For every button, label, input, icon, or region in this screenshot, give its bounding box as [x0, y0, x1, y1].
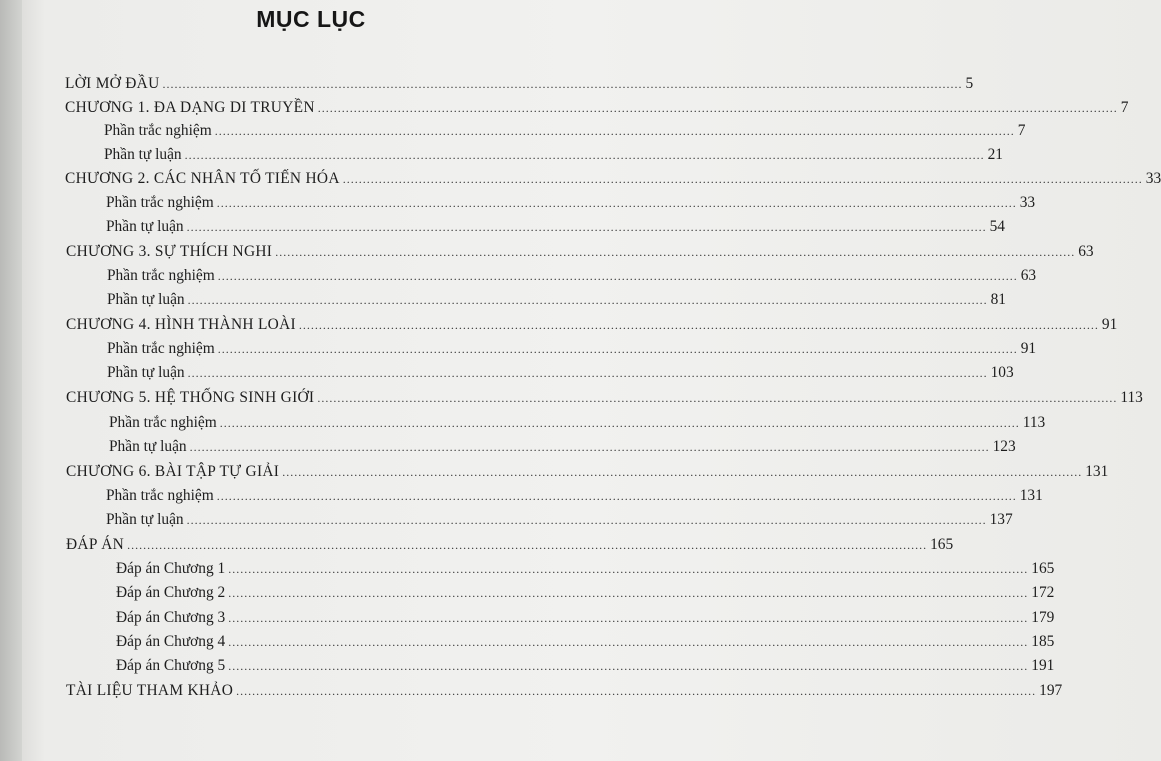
toc-entry-label: Đáp án Chương 5: [116, 657, 226, 674]
toc-entry-label: Phần tự luận: [106, 218, 184, 235]
toc-leader-dots: ........................................................................................................................................................................................................: [186, 513, 987, 527]
toc-entry-label: Phần tự luận: [106, 511, 184, 528]
toc-entry: [109, 414, 1046, 432]
toc-leader-dots: ........................................................................................................................................................................................................: [236, 684, 1037, 698]
toc-entry-label: Đáp án Chương 4: [116, 633, 226, 650]
toc-entry-label: Đáp án Chương 1: [116, 560, 226, 577]
toc-entry-page: 63: [1078, 243, 1094, 260]
toc-leader-dots: ........................................................................................................................................................................................................: [228, 659, 1029, 673]
toc-entry: [107, 291, 1006, 309]
toc-leader-dots: ........................................................................................................................................................................................................: [219, 416, 1020, 430]
toc-entry: [106, 194, 1036, 212]
toc-leader-dots: ........................................................................................................................................................................................................: [187, 293, 988, 307]
toc-entry-page: 103: [990, 364, 1014, 381]
toc-entry-page: 33: [1145, 170, 1161, 187]
toc-entry-label: Phần trắc nghiệm: [106, 487, 214, 504]
toc-entry-page: 197: [1039, 682, 1063, 699]
toc-entry-page: 137: [989, 511, 1013, 528]
toc-leader-dots: ........................................................................................................................................................................................................: [217, 342, 1018, 356]
toc-leader-dots: ........................................................................................................................................................................................................: [228, 586, 1029, 600]
toc-entry-page: 63: [1020, 267, 1037, 284]
toc-entry: [66, 243, 1094, 261]
toc-leader-dots: ........................................................................................................................................................................................................: [317, 391, 1118, 405]
toc-entry-label: CHƯƠNG 4. HÌNH THÀNH LOÀI: [66, 316, 296, 333]
toc-entry: [109, 438, 1016, 456]
toc-leader-dots: ........................................................................................................................................................................................................: [217, 269, 1018, 283]
toc-entry-label: Phần trắc nghiệm: [107, 340, 215, 357]
toc-entry-label: Phần tự luận: [107, 291, 185, 308]
toc-leader-dots: ........................................................................................................................................................................................................: [127, 538, 928, 552]
toc-entry-label: Đáp án Chương 3: [116, 609, 226, 626]
toc-entry-label: TÀI LIỆU THAM KHẢO: [66, 682, 234, 699]
toc-leader-dots: ........................................................................................................................................................................................................: [317, 101, 1118, 115]
toc-entry-page: 91: [1101, 316, 1118, 333]
toc-leader-dots: ........................................................................................................................................................................................................: [342, 172, 1143, 186]
toc-entry: [106, 487, 1043, 505]
toc-entry-label: CHƯƠNG 2. CÁC NHÂN TỐ TIẾN HÓA: [65, 170, 340, 187]
toc-leader-dots: ........................................................................................................................................................................................................: [228, 562, 1029, 576]
toc-entry: [104, 146, 1003, 164]
toc-entry: [66, 536, 954, 554]
toc-entry: [66, 682, 1063, 700]
toc-entry-page: 91: [1020, 340, 1037, 357]
toc-leader-dots: ........................................................................................................................................................................................................: [162, 77, 963, 91]
toc-entry: [65, 75, 974, 93]
toc-leader-dots: ........................................................................................................................................................................................................: [214, 124, 1015, 138]
toc-entry: [107, 364, 1014, 382]
toc-entry-label: Phần tự luận: [107, 364, 185, 381]
toc-leader-dots: ........................................................................................................................................................................................................: [187, 366, 988, 380]
toc-entry: [65, 170, 1161, 188]
toc-leader-dots: ........................................................................................................................................................................................................: [298, 318, 1099, 332]
toc-entry-label: Đáp án Chương 2: [116, 584, 226, 601]
toc-entry-page: 131: [1085, 463, 1109, 480]
toc-entry: [116, 609, 1055, 627]
toc-entry: [66, 389, 1143, 407]
toc-entry: [104, 122, 1026, 140]
toc-entry-label: Phần trắc nghiệm: [106, 194, 214, 211]
toc-entry-page: 123: [992, 438, 1016, 455]
toc-entry-page: 165: [930, 536, 954, 553]
toc-entry-label: LỜI MỞ ĐẦU: [65, 75, 160, 92]
toc-entry-page: 113: [1022, 414, 1046, 431]
toc-entry-page: 172: [1031, 584, 1055, 601]
toc-entry: [106, 511, 1013, 529]
toc-entry-label: Phần tự luận: [104, 146, 182, 163]
toc-entry: [66, 316, 1118, 334]
toc-leader-dots: ........................................................................................................................................................................................................: [228, 611, 1029, 625]
toc-entry-page: 179: [1031, 609, 1055, 626]
toc-entry-label: CHƯƠNG 1. ĐA DẠNG DI TRUYỀN: [65, 99, 315, 116]
toc-entry-label: CHƯƠNG 5. HỆ THỐNG SINH GIỚI: [66, 389, 315, 406]
toc-leader-dots: ........................................................................................................................................................................................................: [184, 148, 985, 162]
toc-leader-dots: ........................................................................................................................................................................................................: [216, 196, 1017, 210]
toc-entry: [116, 657, 1055, 675]
toc-entry: [66, 463, 1109, 481]
toc-entry-page: 191: [1031, 657, 1055, 674]
toc-entry: [116, 633, 1055, 651]
toc-entry-page: 165: [1031, 560, 1055, 577]
toc-entry-page: 185: [1031, 633, 1055, 650]
toc-entry-page: 7: [1017, 122, 1026, 139]
toc-entry-page: 7: [1120, 99, 1129, 116]
toc-leader-dots: ........................................................................................................................................................................................................: [216, 489, 1017, 503]
toc-entry-label: Phần tự luận: [109, 438, 187, 455]
toc-leader-dots: ........................................................................................................................................................................................................: [275, 245, 1076, 259]
toc-entry-label: ĐÁP ÁN: [66, 536, 125, 553]
toc-entry-page: 113: [1120, 389, 1143, 406]
toc-entry-label: Phần trắc nghiệm: [104, 122, 212, 139]
toc-entry: [106, 218, 1005, 236]
toc-leader-dots: ........................................................................................................................................................................................................: [282, 465, 1083, 479]
toc-entry-label: CHƯƠNG 3. SỰ THÍCH NGHI: [66, 243, 273, 260]
toc-entry-page: 54: [989, 218, 1005, 235]
toc-entry-label: CHƯƠNG 6. BÀI TẬP TỰ GIẢI: [66, 463, 280, 480]
toc-entry: [107, 267, 1037, 285]
toc-entry-page: 33: [1019, 194, 1036, 211]
toc-entry-label: Phần trắc nghiệm: [109, 414, 217, 431]
toc-entry: [65, 99, 1129, 117]
toc-leader-dots: ........................................................................................................................................................................................................: [186, 220, 987, 234]
toc-entry-page: 5: [965, 75, 974, 92]
toc-entry-page: 131: [1019, 487, 1043, 504]
toc-leader-dots: ........................................................................................................................................................................................................: [228, 635, 1029, 649]
page-title: MỤC LỤC: [256, 6, 366, 32]
toc-entry-page: 21: [987, 146, 1003, 163]
toc-entry: [107, 340, 1037, 358]
toc-entry: [116, 560, 1055, 578]
toc-entry-page: 81: [990, 291, 1006, 308]
toc-entry: [116, 584, 1055, 602]
toc-leader-dots: ........................................................................................................................................................................................................: [189, 440, 990, 454]
toc-entry-label: Phần trắc nghiệm: [107, 267, 215, 284]
